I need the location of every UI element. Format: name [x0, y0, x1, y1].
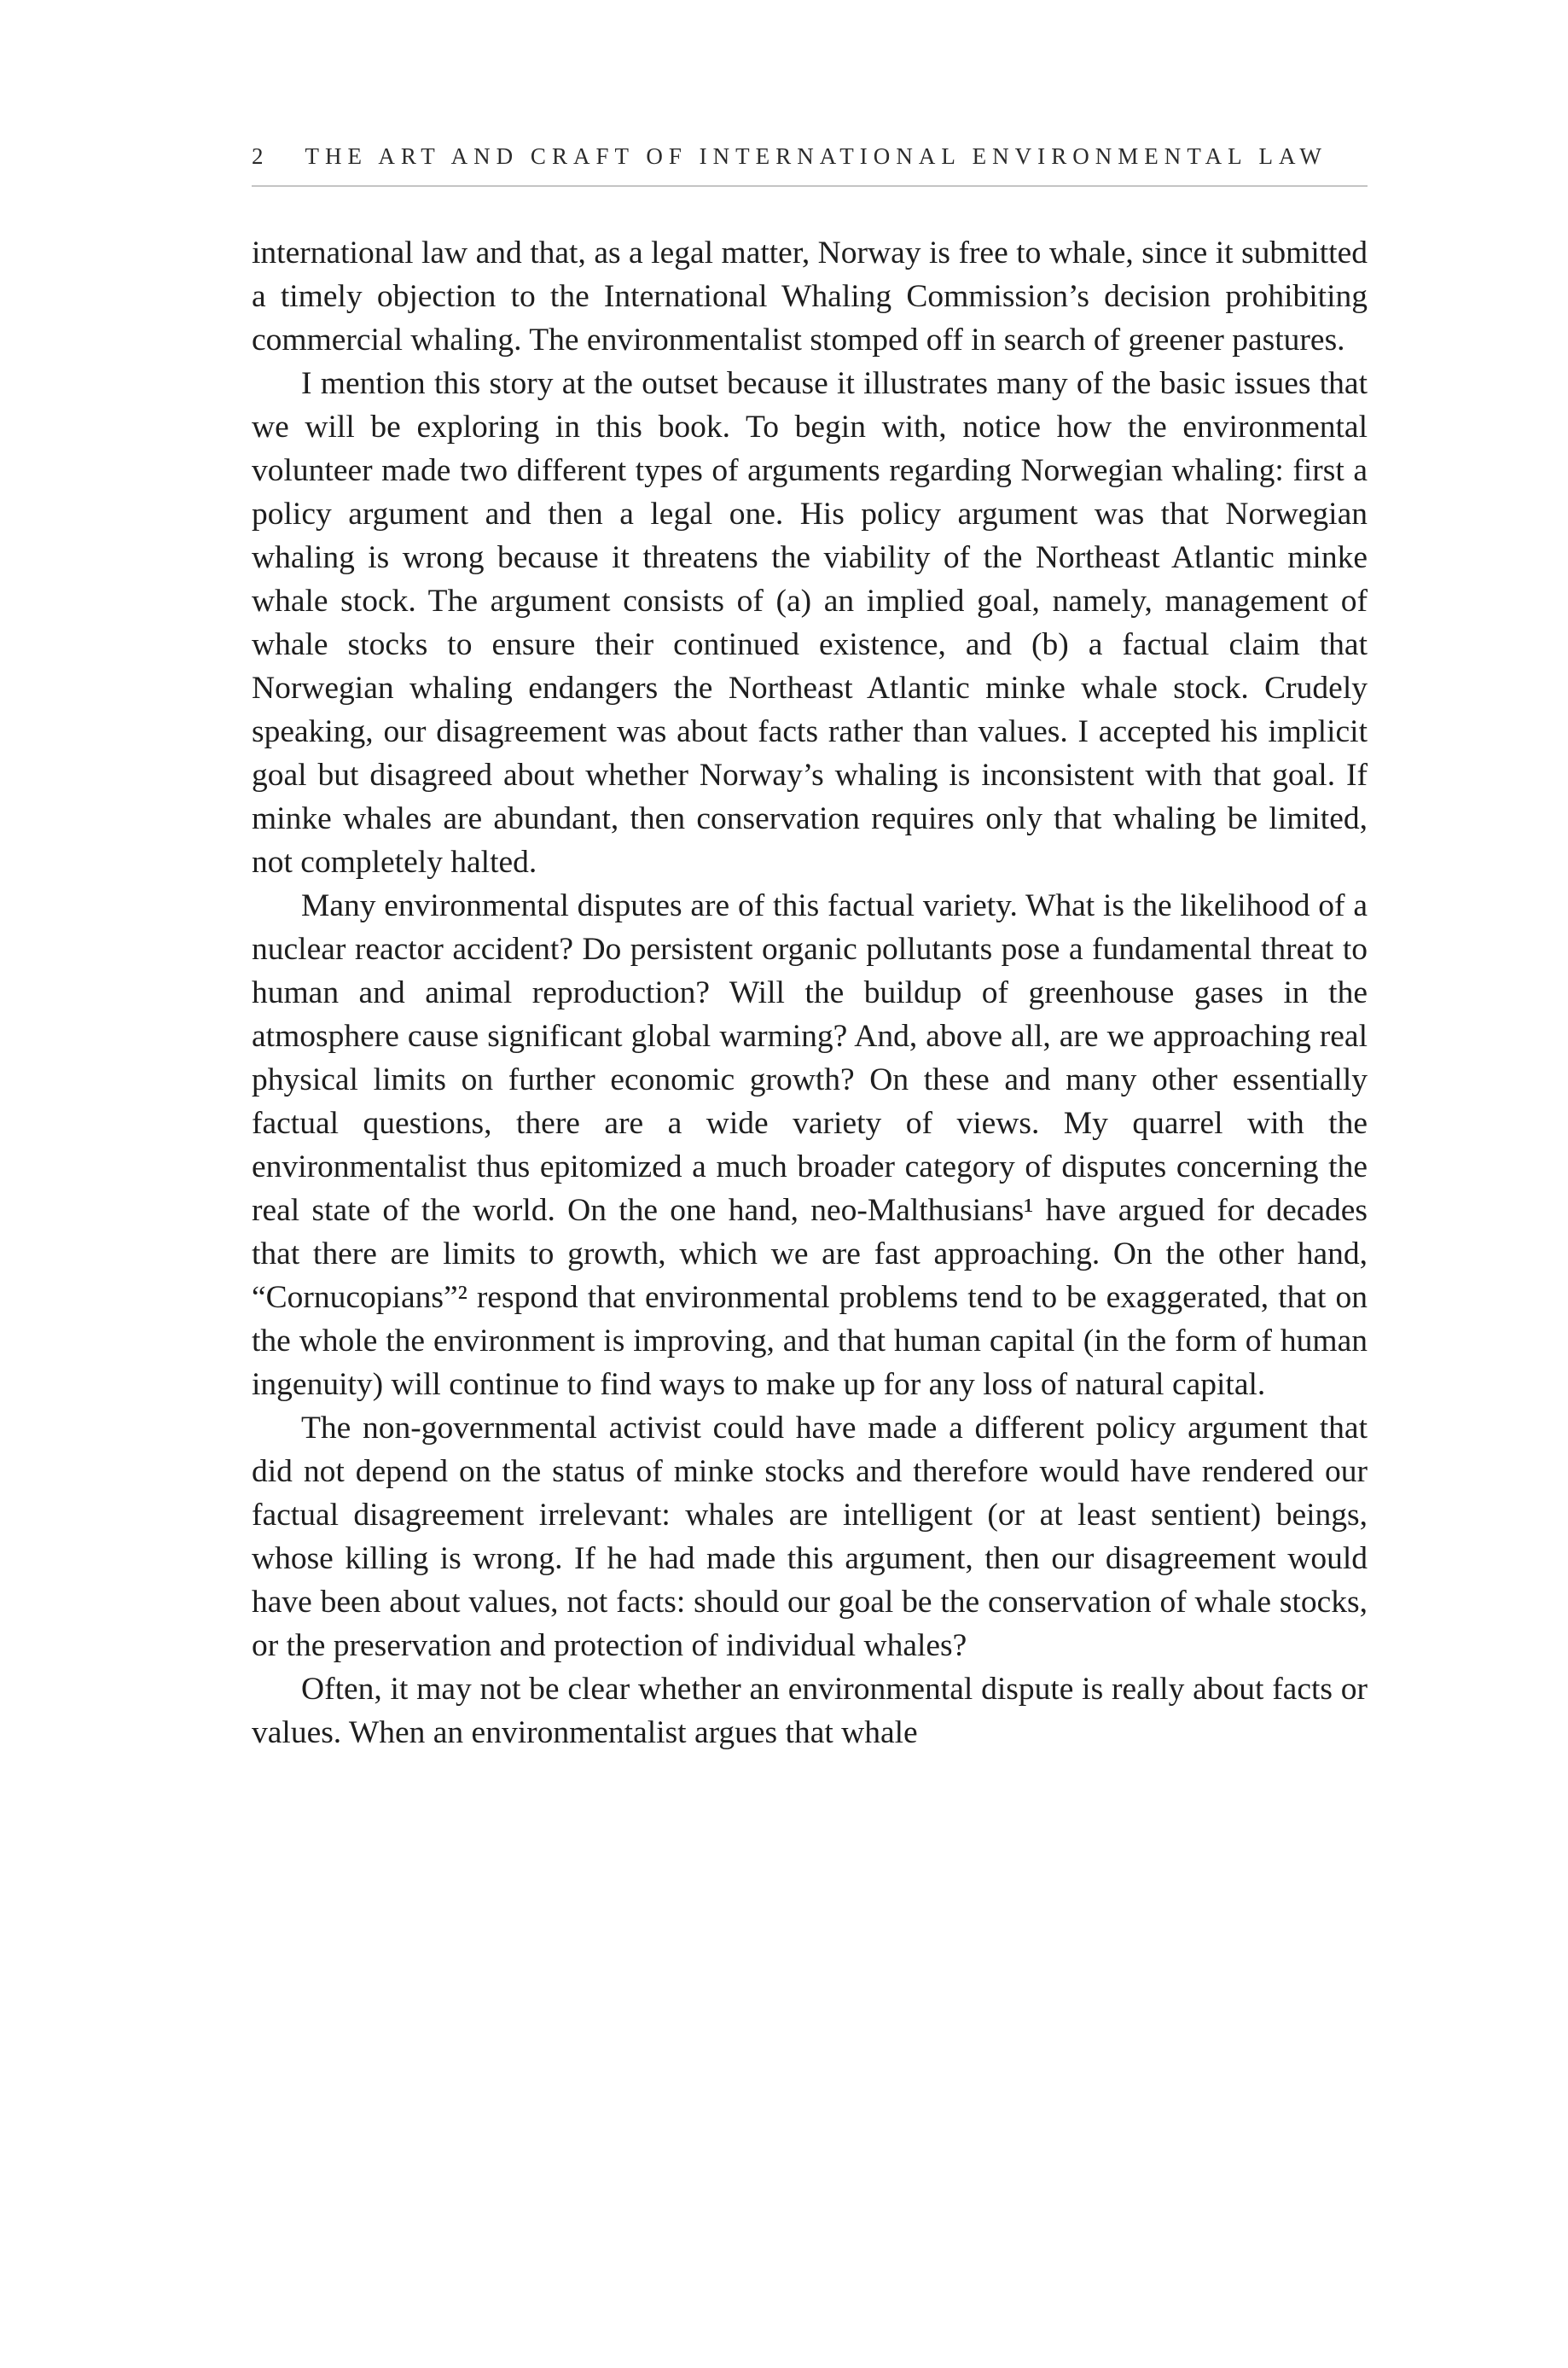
- page-number: 2: [252, 143, 270, 169]
- running-title: THE ART AND CRAFT OF INTERNATIONAL ENVIRONMENTAL LAW: [305, 143, 1327, 169]
- running-header: [252, 143, 1368, 170]
- header-rule: [252, 185, 1368, 187]
- paragraph: international law and that, as a legal matter, Norway is free to whale, since it submitted a timely objection to the International Whaling Commission’s decision prohibiting commercial whaling. The environmentalist stomped off in search of greener pastures.: [252, 236, 1368, 358]
- paragraph: I mention this story at the outset because it illustrates many of the basic issues that we will be exploring in this book. To begin with, notice how the environmental volunteer made two different types of arguments regarding Norwegian whaling: first a policy argument and then a legal one. His policy argument was that Norwegian whaling is wrong because it threatens the viability of the Northeast Atlantic minke whale stock. The argument consists of (a) an implied goal, namely, management of whale stocks to ensure their continued existence, and (b) a factual claim that Norwegian whaling endangers the Northeast Atlantic minke whale stock. Crudely speaking, our disagreement was about facts rather than values. I accepted his implicit goal but disagreed about whether Norway’s whaling is inconsistent with that goal. If minke whales are abundant, then conservation requires only that whaling be limited, not completely halted.: [252, 366, 1368, 880]
- body-text: [252, 231, 1368, 1754]
- paragraph: Many environmental disputes are of this factual variety. What is the likelihood of a nuclear reactor accident? Do persistent organic pollutants pose a fundamental threat to human and animal reproduction? Will the buildup of greenhouse gases in the atmosphere cause significant global warming? And, above all, are we approaching real physical limits on further economic growth? On these and many other essentially factual questions, there are a wide variety of views. My quarrel with the environmentalist thus epitomized a much broader category of disputes concerning the real state of the world. On the one hand, neo-Malthusians¹ have argued for decades that there are limits to growth, which we are fast approaching. On the other hand, “Cornucopians”² respond that environmental problems tend to be exaggerated, that on the whole the environment is improving, and that human capital (in the form of human ingenuity) will continue to find ways to make up for any loss of natural capital.: [252, 888, 1368, 1402]
- paragraph: The non-governmental activist could have made a different policy argument that did not depend on the status of minke stocks and therefore would have rendered our factual disagreement irrelevant: whales are intelligent (or at least sentient) beings, whose killing is wrong. If he had made this argument, then our disagreement would have been about values, not facts: should our goal be the conservation of whale stocks, or the preservation and protection of individual whales?: [252, 1411, 1368, 1663]
- page-content: [252, 143, 1368, 1754]
- paragraph: Often, it may not be clear whether an environmental dispute is really about facts or values. When an environmentalist argues that whale: [252, 1672, 1368, 1750]
